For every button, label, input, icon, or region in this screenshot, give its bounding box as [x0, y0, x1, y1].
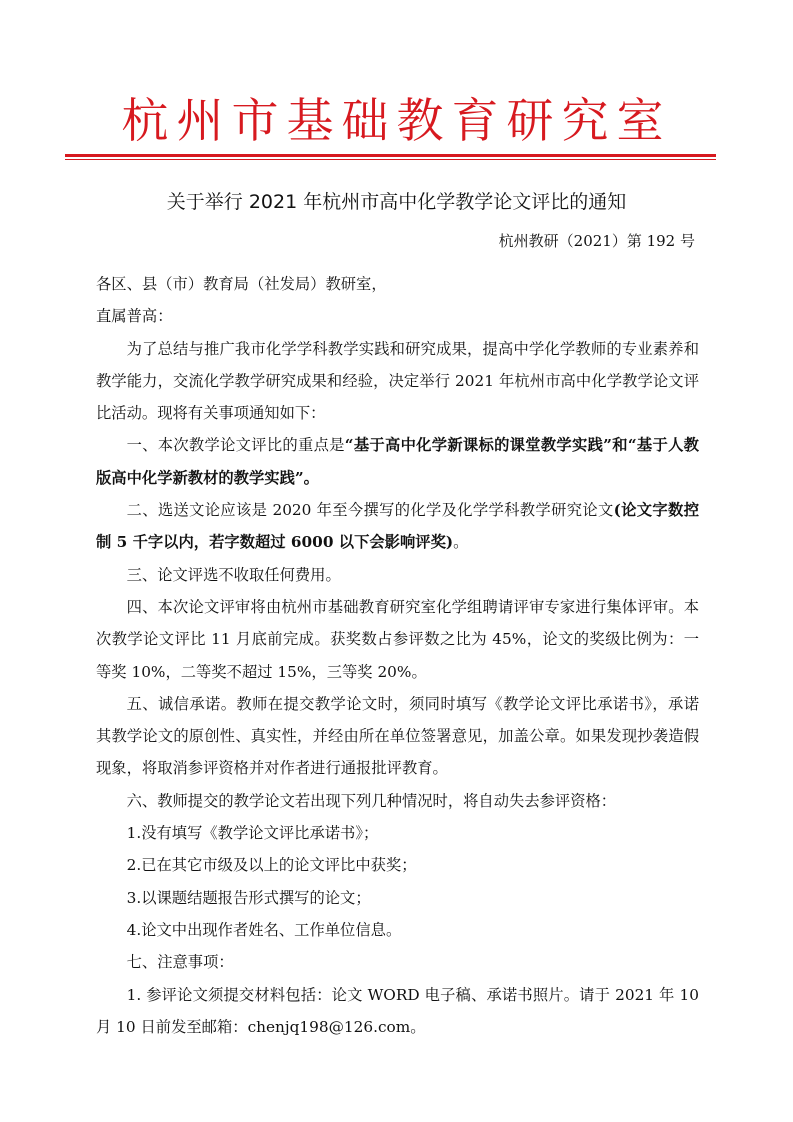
item-1-text: 一、本次教学论文评比的重点是 — [126, 436, 345, 455]
masthead-org-name: 杭州市基础教育研究室 — [121, 94, 672, 149]
item-7: 七、注意事项： — [126, 953, 234, 972]
item-2 — [96, 494, 699, 559]
item-2-text: 二、选送文论应该是 2020 年至今撰写的化学及化学学科教学研究论文 — [126, 501, 614, 520]
item-1 — [96, 429, 699, 494]
item-7-sub-1: 1. 参评论文须提交材料包括：论文 WORD 电子稿、承诺书照片。请于 2021 年 10 月 10 日前发至邮箱：chenjq198@126.com。 — [96, 985, 699, 1036]
masthead-red-rule-thin — [65, 159, 716, 160]
item-3: 三、论文评选不收取任何费用。 — [126, 565, 341, 584]
item-2-emphasis: (论文字数控制 5 千字以内，若字数超过 6000 以下会影响评奖) — [96, 501, 699, 552]
notice-title: 关于举行 2021 年杭州市高中化学教学论文评比的通知 — [166, 191, 627, 213]
item-4: 四、本次论文评审将由杭州市基础教育研究室化学组聘请评审专家进行集体评审。本次教学论文评比 11 月底前完成。获奖数占参评数之比为 45%，论文的奖级比例为：一等奖 10%，二等奖不超过 15%，三等奖 20%。 — [96, 597, 699, 681]
item-2-end: 。 — [453, 533, 469, 552]
notice-body — [96, 268, 699, 1043]
item-6-sub-2: 2.已在其它市级及以上的论文评比中获奖； — [126, 856, 417, 875]
intro-paragraph: 为了总结与推广我市化学学科教学实践和研究成果，提高中学化学教师的专业素养和教学能力，交流化学教学研究成果和经验，决定举行 2021 年杭州市高中化学教学论文评比活动。现将有关事项通知如下： — [96, 339, 699, 423]
masthead-red-rule — [65, 154, 716, 157]
item-6: 六、教师提交的教学论文若出现下列几种情况时，将自动失去参评资格： — [126, 791, 617, 810]
item-1-end: 。 — [303, 468, 319, 487]
recipients-line-2: 直属普高： — [96, 307, 173, 326]
recipients-line-1: 各区、县（市）教育局（社发局）教研室， — [96, 275, 387, 293]
item-6-sub-1: 1.没有填写《教学论文评比承诺书》； — [126, 824, 379, 843]
item-1-emphasis: “基于高中化学新课标的课堂教学实践”和“基于人教版高中化学新教材的教学实践” — [96, 436, 699, 487]
item-5: 五、诚信承诺。教师在提交教学论文时，须同时填写《教学论文评比承诺书》，承诺其教学论文的原创性、真实性，并经由所在单位签署意见，加盖公章。如果发现抄袭造假现象，将取消参评资格并对作者进行通报批评教育。 — [96, 694, 699, 778]
item-6-sub-4: 4.论文中出现作者姓名、工作单位信息。 — [126, 920, 402, 939]
document-number: 杭州教研（2021）第 192 号 — [498, 232, 695, 250]
item-6-sub-3: 3.以课题结题报告形式撰写的论文； — [126, 888, 371, 907]
